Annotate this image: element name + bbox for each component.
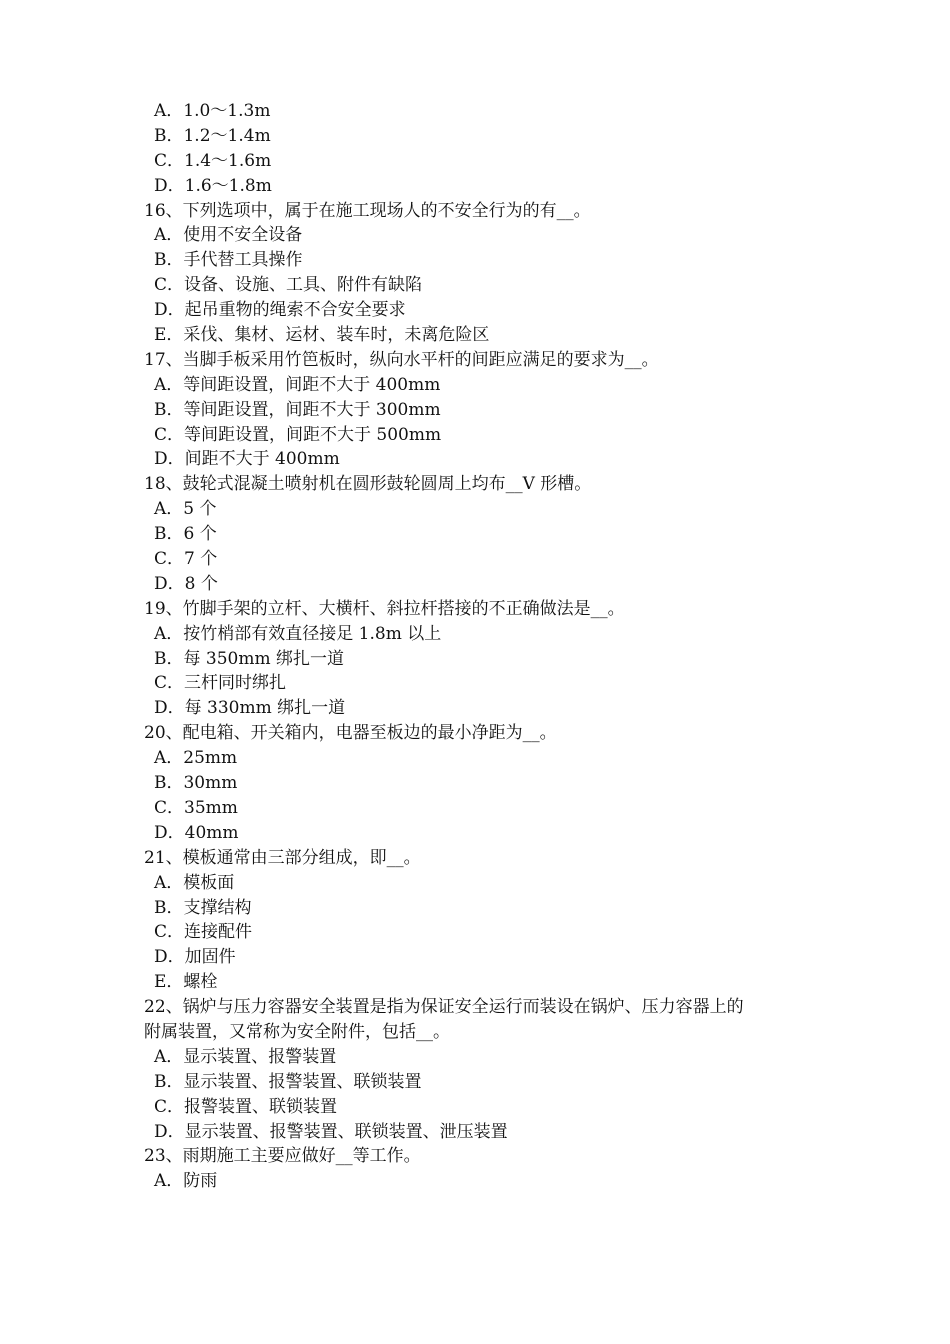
answer-option: B．每 350mm 绑扎一道 bbox=[154, 648, 344, 669]
answer-option: D．显示装置、报警装置、联锁装置、泄压装置 bbox=[154, 1121, 508, 1142]
answer-option: E．螺栓 bbox=[154, 972, 218, 993]
answer-option: D．40mm bbox=[154, 822, 239, 843]
answer-option: C．连接配件 bbox=[154, 922, 253, 943]
answer-option: A．防雨 bbox=[154, 1171, 218, 1192]
document-body bbox=[144, 99, 824, 1194]
answer-option: B．6 个 bbox=[154, 524, 217, 545]
answer-option: C．设备、设施、工具、附件有缺陷 bbox=[154, 275, 423, 296]
answer-option: C．35mm bbox=[154, 797, 238, 818]
answer-option: D．1.6～1.8m bbox=[154, 175, 272, 196]
question-text: 23、雨期施工主要应做好__等工作。 bbox=[144, 1146, 421, 1167]
answer-option: B．30mm bbox=[154, 773, 238, 794]
answer-option: D．起吊重物的绳索不合安全要求 bbox=[154, 300, 406, 321]
answer-option: A．模板面 bbox=[154, 872, 235, 893]
answer-option: D．每 330mm 绑扎一道 bbox=[154, 698, 346, 719]
question-text: 17、当脚手板采用竹笆板时，纵向水平杆的间距应满足的要求为__。 bbox=[144, 349, 659, 370]
question-text: 19、竹脚手架的立杆、大横杆、斜拉杆搭接的不正确做法是__。 bbox=[144, 598, 625, 619]
answer-option: C．等间距设置，间距不大于 500mm bbox=[154, 424, 442, 445]
answer-option: B．显示装置、报警装置、联锁装置 bbox=[154, 1071, 422, 1092]
answer-option: B．手代替工具操作 bbox=[154, 250, 303, 271]
answer-option: B．等间距设置，间距不大于 300mm bbox=[154, 399, 441, 420]
question-text: 18、鼓轮式混凝土喷射机在圆形鼓轮圆周上均布__V 形槽。 bbox=[144, 474, 592, 495]
answer-option: C．7 个 bbox=[154, 549, 218, 570]
question-text: 20、配电箱、开关箱内，电器至板边的最小净距为__。 bbox=[144, 723, 557, 744]
answer-option: E．采伐、集材、运材、装车时，未离危险区 bbox=[154, 325, 490, 346]
question-text: 16、下列选项中，属于在施工现场人的不安全行为的有__。 bbox=[144, 200, 591, 221]
answer-option: D．间距不大于 400mm bbox=[154, 449, 340, 470]
answer-option: A．使用不安全设备 bbox=[154, 225, 303, 246]
answer-option: A．5 个 bbox=[154, 499, 217, 520]
answer-option: B．支撑结构 bbox=[154, 897, 252, 918]
answer-option: A．25mm bbox=[154, 748, 238, 769]
answer-option: C．三杆同时绑扎 bbox=[154, 673, 287, 694]
answer-option: D．加固件 bbox=[154, 947, 236, 968]
answer-option: C．1.4～1.6m bbox=[154, 150, 272, 171]
question-text: 21、模板通常由三部分组成，即__。 bbox=[144, 847, 421, 868]
answer-option: A．显示装置、报警装置 bbox=[154, 1046, 337, 1067]
answer-option: A．1.0～1.3m bbox=[154, 101, 271, 121]
answer-option: A．等间距设置，间距不大于 400mm bbox=[154, 374, 441, 395]
question-text: 22、锅炉与压力容器安全装置是指为保证安全运行而装设在锅炉、压力容器上的 bbox=[144, 997, 744, 1018]
answer-option: B．1.2～1.4m bbox=[154, 125, 271, 146]
answer-option: C．报警装置、联锁装置 bbox=[154, 1096, 338, 1117]
answer-option: A．按竹梢部有效直径接足 1.8m 以上 bbox=[154, 623, 442, 644]
question-text: 附属装置，又常称为安全附件，包括__。 bbox=[144, 1021, 450, 1042]
answer-option: D．8 个 bbox=[154, 573, 218, 594]
